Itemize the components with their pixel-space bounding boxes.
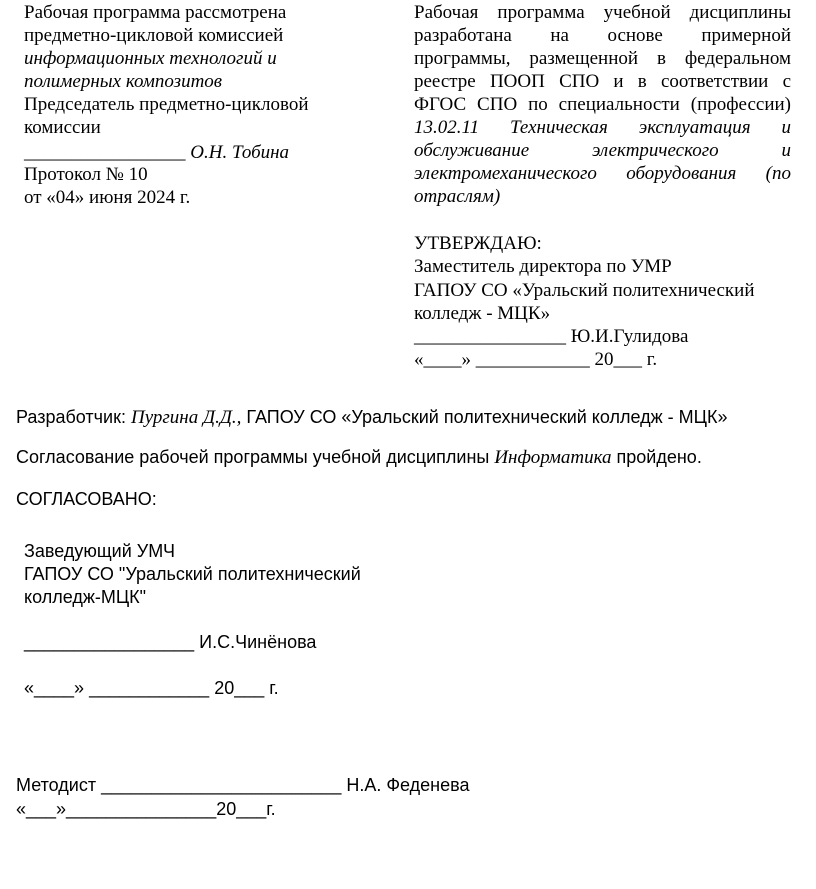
developer-name: Пургина Д.Д., xyxy=(130,407,242,428)
agreement-line xyxy=(16,446,702,469)
approve-org-line-2: колледж - МЦК» xyxy=(414,303,551,324)
right-para-line-1: Рабочая программа учебной дисциплины xyxy=(414,2,791,23)
right-para-line-2: разработана на основе примерной xyxy=(414,25,791,46)
agreed-date: «____» ____________ 20___ г. xyxy=(24,678,279,698)
right-para-line-5: ФГОС СПО по специальности (профессии) xyxy=(414,94,791,115)
agreed-title: СОГЛАСОВАНО: xyxy=(16,489,157,509)
left-line-6: комиссии xyxy=(24,117,101,138)
methodist-date: «___»_______________20___г. xyxy=(16,799,276,819)
agreement-text-after: пройдено. xyxy=(611,447,702,467)
developer-label: Разработчик: xyxy=(16,407,131,427)
left-line-3: информационных технологий и xyxy=(24,48,277,69)
agreed-signature: _________________ И.С.Чинёнова xyxy=(24,632,317,652)
approve-signature: ________________ Ю.И.Гулидова xyxy=(414,326,689,347)
methodist-signature: Методист ________________________ Н.А. Феденева xyxy=(16,775,470,795)
specialty-line-1: 13.02.11 Техническая эксплуатация и xyxy=(414,117,791,138)
left-line-2: предметно-цикловой комиссией xyxy=(24,25,284,46)
protocol-number: Протокол № 10 xyxy=(24,164,148,185)
developer-line xyxy=(16,406,727,429)
signature-blank: _________________ xyxy=(24,142,186,163)
left-signature-line xyxy=(24,142,289,164)
left-line-5: Председатель предметно-цикловой xyxy=(24,94,309,115)
signer-name: О.Н. Тобина xyxy=(190,142,290,163)
agreed-org-line-1: ГАПОУ СО "Уральский политехнический xyxy=(24,564,361,584)
developer-org: ГАПОУ СО «Уральский политехнический колледж - МЦК» xyxy=(241,407,728,427)
left-line-4: полимерных композитов xyxy=(24,71,223,92)
discipline-name: Информатика xyxy=(494,447,612,468)
approve-org-line-1: ГАПОУ СО «Уральский политехнический xyxy=(414,280,755,301)
agreement-text-before: Согласование рабочей программы учебной дисциплины xyxy=(16,447,495,467)
agreed-org-line-2: колледж-МЦК" xyxy=(24,587,147,607)
approve-date: «____» ____________ 20___ г. xyxy=(414,349,658,370)
right-para-line-3: программы, размещенной в федеральном xyxy=(414,48,791,69)
protocol-date: от «04» июня 2024 г. xyxy=(24,187,191,208)
left-line-1: Рабочая программа рассмотрена xyxy=(24,2,287,23)
right-para-line-4: реестре ПООП СПО и в соответствии с xyxy=(414,71,791,92)
specialty-line-3: электромеханического оборудования (по xyxy=(414,163,791,184)
approve-role: Заместитель директора по УМР xyxy=(414,256,672,277)
agreed-role: Заведующий УМЧ xyxy=(24,541,176,561)
specialty-line-4: отраслям) xyxy=(414,186,501,207)
approve-title: УТВЕРЖДАЮ: xyxy=(414,233,542,254)
specialty-line-2: обслуживание электрического и xyxy=(414,140,791,161)
